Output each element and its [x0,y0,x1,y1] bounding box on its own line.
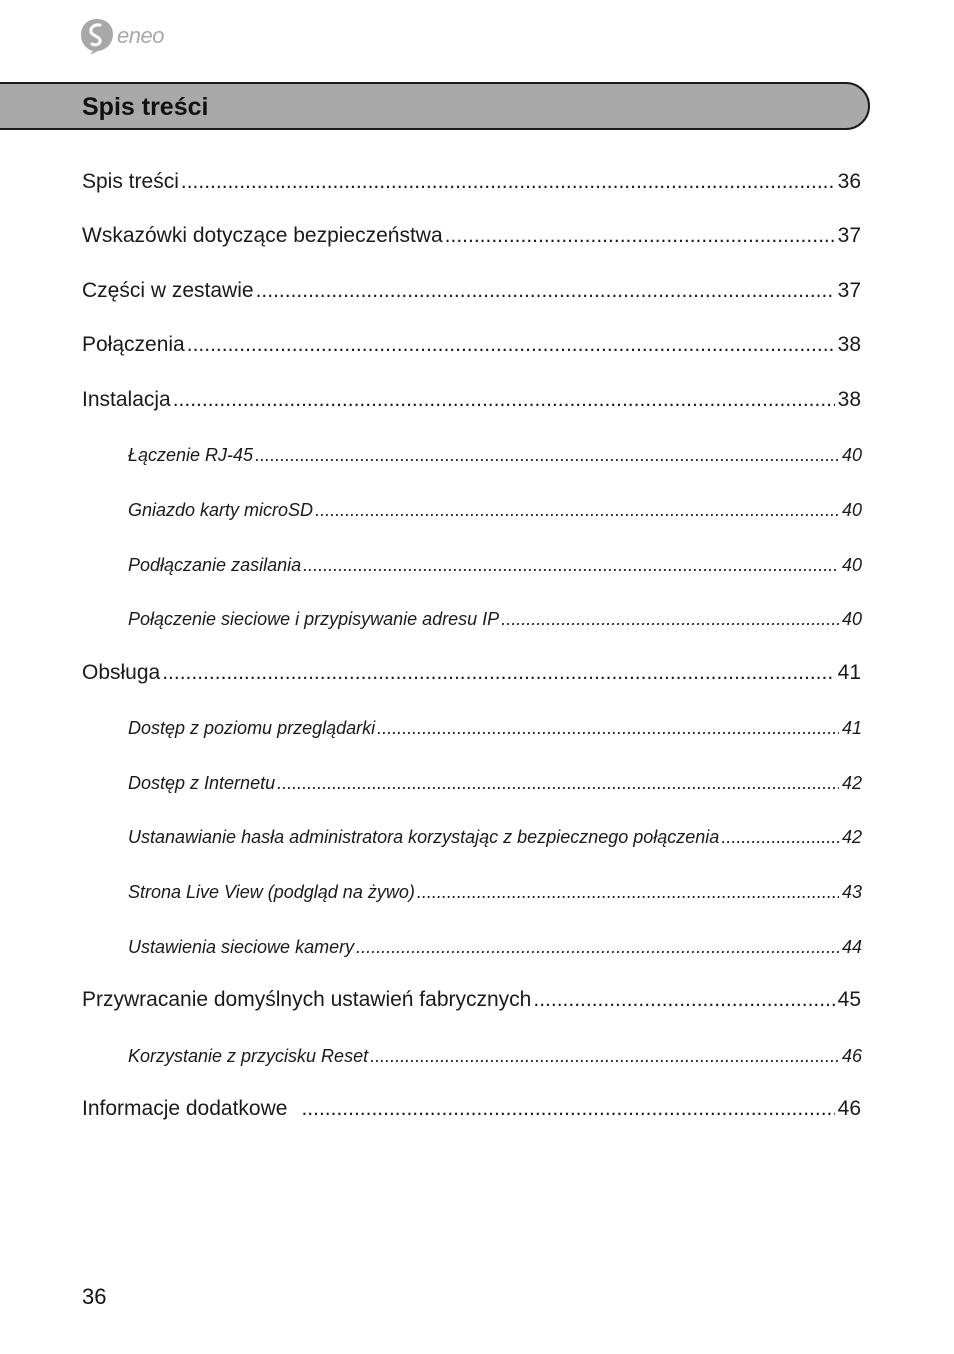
toc-entry[interactable] [82,988,861,1012]
toc-entry[interactable] [82,1097,861,1121]
toc-dot-leader [315,500,839,521]
toc-dot-leader [256,279,835,303]
toc-entry-page: 42 [841,773,862,793]
toc-entry-page: 41 [837,661,861,684]
toc-entry[interactable] [82,333,861,357]
toc-entry-page: 42 [841,827,862,847]
toc-dot-leader [370,1046,839,1067]
toc-entry-page: 40 [841,555,862,575]
toc-subentry[interactable] [128,718,862,739]
toc-subentry[interactable] [128,882,862,903]
toc-entry[interactable] [82,224,861,248]
toc-subentry[interactable] [128,773,862,794]
toc-entry-title: Strona Live View (podgląd na żywo) [128,882,415,902]
toc-entry-page: 45 [837,988,861,1011]
page-number: 36 [82,1284,107,1309]
toc-subentry[interactable] [128,827,862,848]
toc-dot-leader [721,827,839,848]
toc-dot-leader [277,773,839,794]
toc-dot-leader [301,1097,834,1121]
toc-entry-page: 38 [837,388,861,411]
page-title: Spis treści [82,93,209,121]
brand-logo [80,14,164,58]
toc-entry-title: Połączenie sieciowe i przypisywanie adresu IP [128,609,500,629]
toc-dot-leader [181,170,835,194]
toc-subentry[interactable] [128,937,862,958]
toc-entry-page: 41 [841,718,862,738]
toc-entry-page: 40 [841,500,862,520]
toc-entry-title: Spis treści [82,170,179,193]
toc-entry-title: Obsługa [82,661,161,684]
toc-entry-page: 37 [837,279,861,302]
toc-entry-title: Łączenie RJ-45 [128,445,254,465]
toc-dot-leader [173,388,835,412]
toc-dot-leader [303,555,839,576]
toc-dot-leader [356,937,839,958]
toc-dot-leader [445,224,835,248]
toc-entry-page: 46 [841,1046,862,1066]
toc-entry-title: Podłączanie zasilania [128,555,302,575]
toc-dot-leader [377,718,839,739]
brand-logo-text: eneo [117,23,164,48]
toc-dot-leader [417,882,839,903]
toc-entry-page: 40 [841,609,862,629]
toc-entry-title: Dostęp z Internetu [128,773,276,793]
toc-subentry[interactable] [128,609,862,630]
toc-entry-page: 46 [837,1097,861,1120]
toc-entry-title: Przywracanie domyślnych ustawień fabrycznych [82,988,532,1011]
toc-entry-page: 40 [841,445,862,465]
toc-entry-page: 36 [837,170,861,193]
toc-entry[interactable] [82,279,861,303]
toc-subentry[interactable] [128,500,862,521]
toc-entry-title: Połączenia [82,333,185,356]
toc-entry[interactable] [82,388,861,412]
toc-subentry[interactable] [128,445,862,466]
toc-entry-title: Wskazówki dotyczące bezpieczeństwa [82,224,443,247]
toc-entry[interactable] [82,170,861,194]
toc-dot-leader [255,445,839,466]
toc-subentry[interactable] [128,555,862,576]
toc-entry-title: Dostęp z poziomu przeglądarki [128,718,376,738]
toc-entry-page: 44 [841,937,862,957]
eneo-swirl-logo-icon [80,16,114,56]
toc-entry-title: Części w zestawie [82,279,254,302]
toc-dot-leader [187,333,835,357]
toc-entry-title: Korzystanie z przycisku Reset [128,1046,369,1066]
toc-entry-page: 37 [837,224,861,247]
toc-dot-leader [501,609,839,630]
toc-entry-title: Informacje dodatkowe [82,1097,288,1120]
toc-entry-title: Ustanawianie hasła administratora korzystając z bezpiecznego połączenia [128,827,720,847]
toc-subentry[interactable] [128,1046,862,1067]
toc-entry-title: Instalacja [82,388,171,411]
toc-entry-title: Ustawienia sieciowe kamery [128,937,355,957]
toc-dot-leader [162,661,834,685]
toc-dot-leader [533,988,834,1012]
toc-entry-title: Gniazdo karty microSD [128,500,314,520]
toc-entry-page: 43 [841,882,862,902]
toc-entry-page: 38 [837,333,861,356]
toc-entry[interactable] [82,661,861,685]
